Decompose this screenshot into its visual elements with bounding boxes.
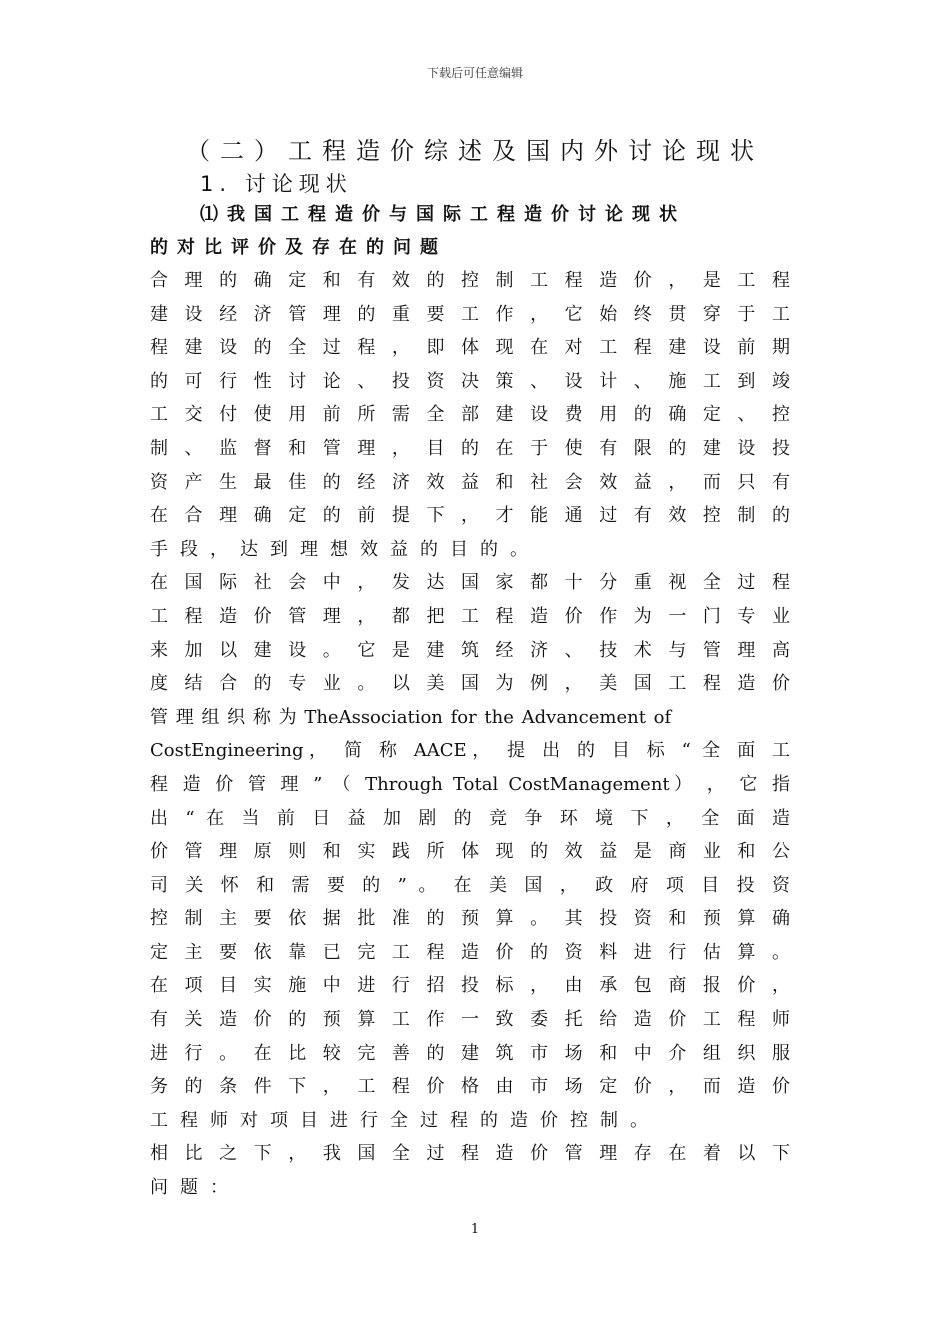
body-line: 工 程 造 价 管 理 ， 都 把 工 程 造 价 作 为 一 门 专 业	[150, 605, 790, 627]
body-line: 出 “ 在 当 前 日 益 加 剧 的 竞 争 环 境 下 ， 全 面 造	[150, 807, 790, 829]
body-line: 制 、 监 督 和 管 理 ， 目 的 在 于 使 有 限 的 建 设 投	[150, 437, 790, 459]
body-line: 务 的 条 件 下 ， 工 程 价 格 由 市 场 定 价 ， 而 造 价	[150, 1076, 790, 1098]
body-line: 相 比 之 下 ， 我 国 全 过 程 造 价 管 理 存 在 着 以 下	[150, 1143, 790, 1165]
body-line: 建 设 经 济 管 理 的 重 要 工 作 ， 它 始 终 贯 穿 于 工	[150, 303, 790, 325]
section-heading: 1. 讨论现状	[200, 172, 353, 196]
body-line: 在 国 际 社 会 中 ， 发 达 国 家 都 十 分 重 视 全 过 程	[150, 572, 790, 594]
body-line: CostEngineering， 简 称 AACE， 提 出 的 目 标 “ 全 面 工	[150, 740, 790, 762]
body-line: 程 造 价 管 理 ” （ Through Total CostManagement） ， 它 指	[150, 773, 790, 795]
body-line: 控 制 主 要 依 据 批 准 的 预 算 。 其 投 资 和 预 算 确	[150, 908, 790, 930]
body-line: 工程师对项目进行全过程的造价控制。	[150, 1109, 660, 1131]
body-line: 定 主 要 依 靠 已 完 工 程 造 价 的 资 料 进 行 估 算 。	[150, 941, 790, 963]
page-number: 1	[470, 1222, 480, 1237]
page-header-note: 下载后可任意编辑	[426, 66, 523, 80]
document-title: （二）工程造价综述及国内外讨论现状	[186, 137, 764, 165]
body-line: 来 加 以 建 设 。 它 是 建 筑 经 济 、 技 术 与 管 理 高	[150, 639, 790, 661]
body-line: 有 关 造 价 的 预 算 工 作 一 致 委 托 给 造 价 工 程 师	[150, 1009, 790, 1031]
sub-heading-line-1: ⑴我国工程造价与国际工程造价讨论现状	[200, 204, 686, 225]
body-line: 价 管 理 原 则 和 实 践 所 体 现 的 效 益 是 商 业 和 公	[150, 841, 790, 863]
body-line: 在 项 目 实 施 中 进 行 招 投 标 ， 由 承 包 商 报 价 ，	[150, 975, 790, 997]
body-line: 进 行 。 在 比 较 完 善 的 建 筑 市 场 和 中 介 组 织 服	[150, 1042, 790, 1064]
body-text	[150, 264, 790, 1205]
body-line: 资 产 生 最 佳 的 经 济 效 益 和 社 会 效 益 ， 而 只 有	[150, 471, 790, 493]
body-line: 合 理 的 确 定 和 有 效 的 控 制 工 程 造 价 ， 是 工 程	[150, 270, 790, 291]
body-line: 问题：	[150, 1177, 240, 1199]
body-line: 工 交 付 使 用 前 所 需 全 部 建 设 费 用 的 确 定 、 控	[150, 404, 790, 426]
body-line: 手段，达到理想效益的目的。	[150, 538, 540, 560]
body-line: 的 可 行 性 讨 论 、 投 资 决 策 、 设 计 、 施 工 到 竣	[150, 370, 790, 392]
body-line: 管 理 组 织 称 为 TheAssociation for the Advancement of	[150, 706, 672, 728]
body-line: 度 结 合 的 专 业 。 以 美 国 为 例 ， 美 国 工 程 造 价	[150, 673, 790, 695]
sub-heading-line-2: 的对比评价及存在的问题	[150, 237, 447, 258]
body-line: 程 建 设 的 全 过 程 ， 即 体 现 在 对 工 程 建 设 前 期	[150, 337, 790, 359]
body-line: 司 关 怀 和 需 要 的 ” 。 在 美 国 ， 政 府 项 目 投 资	[150, 874, 790, 896]
body-line: 在 合 理 确 定 的 前 提 下 ， 才 能 通 过 有 效 控 制 的	[150, 505, 790, 527]
